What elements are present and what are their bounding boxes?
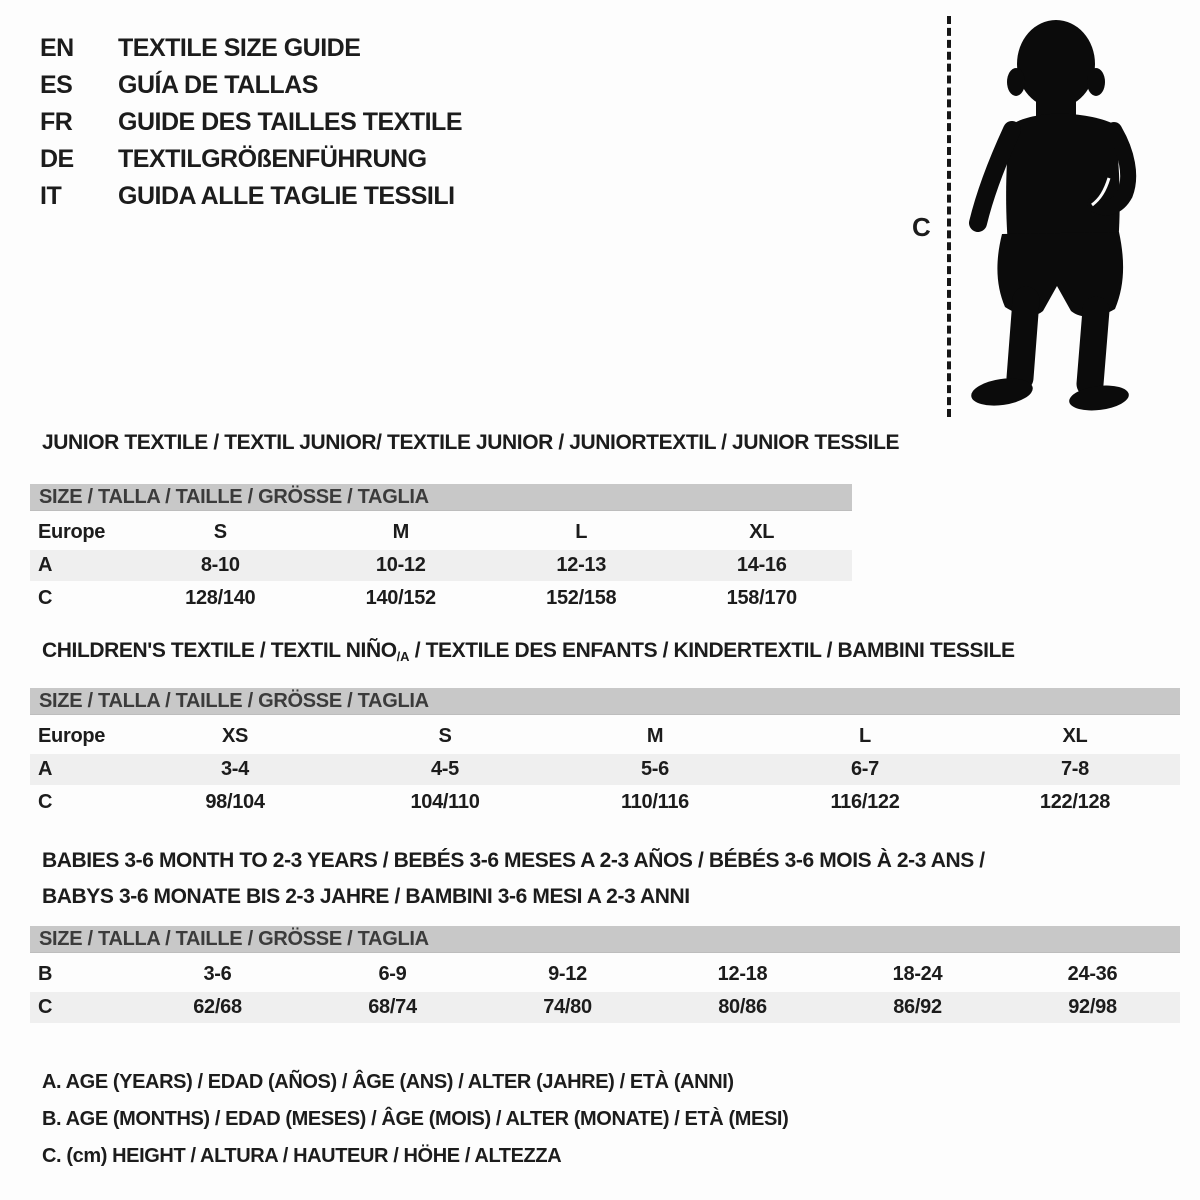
language-code: EN (40, 34, 74, 62)
table-cell: 74/80 (543, 996, 592, 1018)
table-cell: 86/92 (893, 996, 942, 1018)
table-row (30, 583, 852, 614)
language-code: IT (40, 182, 62, 210)
row-label: B (38, 963, 53, 985)
guide-title-es: GUÍA DE TALLAS (118, 71, 318, 99)
table-cell: 152/158 (546, 587, 617, 609)
children-table-title (42, 639, 1015, 664)
table-cell: 18-24 (892, 963, 943, 985)
table-cell: 6-7 (850, 758, 879, 780)
table-cell: 3-4 (220, 758, 249, 780)
guide-title-it: GUIDA ALLE TAGLIE TESSILI (118, 182, 455, 210)
language-code: ES (40, 71, 73, 99)
junior-table-title: JUNIOR TEXTILE / TEXTIL JUNIOR/ TEXTILE JUNIOR / JUNIORTEXTIL / JUNIOR TESSILE (42, 431, 900, 454)
row-label: A (38, 758, 53, 780)
table-cell: 158/170 (726, 587, 797, 609)
table-cell: M (392, 521, 409, 543)
language-list (40, 30, 462, 215)
table-cell: XL (1062, 725, 1088, 747)
table-cell: L (859, 725, 871, 747)
table-cell: 98/104 (205, 791, 265, 813)
table-cell: 6-9 (378, 963, 407, 985)
table-cell: 62/68 (193, 996, 242, 1018)
table-cell: 4-5 (430, 758, 459, 780)
table-cell: 8-10 (200, 554, 240, 576)
babies-table-title (42, 843, 985, 915)
table-cell: 12-18 (717, 963, 768, 985)
size-header-bar: SIZE / TALLA / TAILLE / GRÖSSE / TAGLIA (30, 926, 1180, 953)
table-row (30, 754, 1180, 785)
legend-line-b: B. AGE (MONTHS) / EDAD (MESES) / ÂGE (MOIS) / ALTER (MONATE) / ETÀ (MESI) (42, 1108, 789, 1130)
table-cell: S (438, 725, 452, 747)
row-label: C (38, 996, 53, 1018)
children-title-after: / TEXTILE DES ENFANTS / KINDERTEXTIL / BAMBINI TESSILE (409, 639, 1015, 662)
table-cell: 10-12 (375, 554, 426, 576)
guide-title-en: TEXTILE SIZE GUIDE (118, 34, 361, 62)
legend-line-a: A. AGE (YEARS) / EDAD (AÑOS) / ÂGE (ANS) / ALTER (JAHRE) / ETÀ (ANNI) (42, 1071, 734, 1093)
table-row (30, 550, 852, 581)
table-cell: 122/128 (1039, 791, 1111, 813)
table-row (30, 516, 852, 548)
toddler-silhouette-icon (968, 18, 1140, 416)
children-title-before: CHILDREN'S TEXTILE / TEXTIL NIÑO (42, 639, 397, 662)
language-code: DE (40, 145, 74, 173)
table-cell: 104/110 (410, 791, 480, 813)
table-cell: 116/122 (830, 791, 900, 813)
table-cell: 12-13 (556, 554, 607, 576)
table-cell: M (646, 725, 664, 747)
guide-title-fr: GUIDE DES TAILLES TEXTILE (118, 108, 463, 136)
table-cell: 24-36 (1067, 963, 1118, 985)
legend-line-c: C. (cm) HEIGHT / ALTURA / HAUTEUR / HÖHE / ALTEZZA (42, 1145, 562, 1167)
table-cell: L (575, 521, 588, 543)
table-cell: S (213, 521, 227, 543)
row-label: A (38, 554, 53, 576)
language-code: FR (40, 108, 73, 136)
language-row-de (40, 141, 462, 178)
row-label: C (38, 791, 53, 813)
table-row (30, 787, 1180, 818)
row-label: Europe (38, 521, 106, 543)
table-cell: 140/152 (365, 587, 436, 609)
table-cell: 14-16 (736, 554, 787, 576)
children-size-table (30, 688, 1180, 820)
table-row (30, 720, 1180, 752)
table-cell: 110/116 (621, 791, 689, 813)
table-cell: 9-12 (548, 963, 587, 985)
guide-title-de: TEXTILGRÖßENFÜHRUNG (118, 145, 427, 173)
table-cell: 68/74 (368, 996, 417, 1018)
table-cell: 7-8 (1060, 758, 1089, 780)
babies-size-table (30, 926, 1180, 1025)
children-title-sub: /A (396, 649, 410, 664)
table-row (30, 992, 1180, 1023)
height-measure-dashed-line (947, 16, 951, 417)
table-row (30, 958, 1180, 990)
row-label: Europe (38, 725, 106, 747)
table-cell: 80/86 (718, 996, 767, 1018)
row-label: C (38, 587, 53, 609)
language-row-es (40, 67, 462, 104)
measurement-legend (42, 1064, 788, 1175)
table-cell: 3-6 (203, 963, 232, 985)
language-row-it (40, 178, 462, 215)
size-header-bar: SIZE / TALLA / TAILLE / GRÖSSE / TAGLIA (30, 688, 1180, 715)
table-cell: 92/98 (1068, 996, 1117, 1018)
size-header-bar: SIZE / TALLA / TAILLE / GRÖSSE / TAGLIA (30, 484, 852, 511)
table-cell: XS (221, 725, 249, 747)
babies-title-line2: BABYS 3-6 MONATE BIS 2-3 JAHRE / BAMBINI 3-6 MESI A 2-3 ANNI (42, 885, 690, 908)
language-row-en (40, 30, 462, 67)
babies-title-line1: BABIES 3-6 MONTH TO 2-3 YEARS / BEBÉS 3-6 MESES A 2-3 AÑOS / BÉBÉS 3-6 MOIS À 2-3 ANS / (42, 849, 985, 872)
junior-size-table (30, 484, 852, 616)
language-row-fr (40, 104, 462, 141)
table-cell: 5-6 (640, 758, 669, 780)
height-measure-label: C (912, 212, 931, 242)
table-cell: XL (749, 521, 775, 543)
table-cell: 128/140 (185, 587, 256, 609)
